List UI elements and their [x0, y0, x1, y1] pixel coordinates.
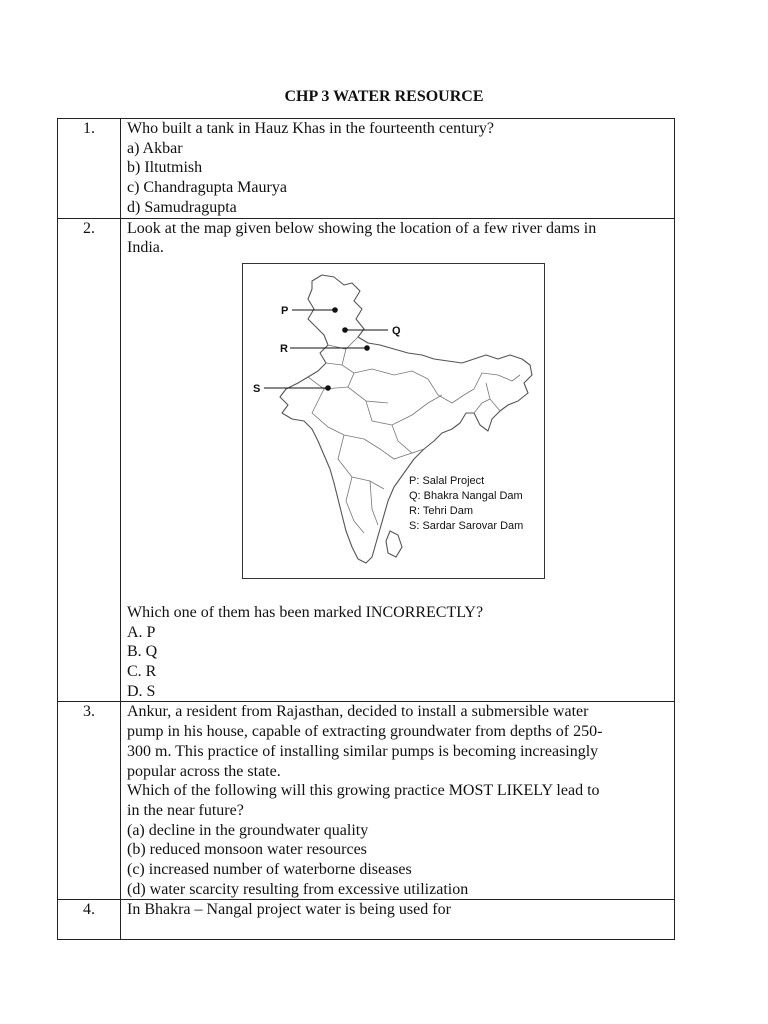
option: (c) increased number of waterborne diseases	[127, 861, 412, 879]
option: b) Iltutmish	[127, 159, 203, 177]
question-content	[121, 900, 675, 940]
question-text: 300 m. This practice of installing similar pumps is becoming increasingly	[127, 742, 599, 760]
question-content	[121, 702, 675, 900]
page-title: CHP 3 WATER RESOURCE	[284, 88, 484, 105]
marker-label-p: P	[281, 304, 289, 317]
legend-item: S: Sardar Sarovar Dam	[409, 519, 524, 532]
marker-label-s: S	[253, 382, 261, 395]
question-number: 2.	[58, 218, 121, 702]
question-number: 3.	[58, 702, 121, 900]
option: (b) reduced monsoon water resources	[127, 841, 367, 859]
marker-label-r: R	[280, 342, 288, 355]
option: D. S	[127, 682, 156, 700]
question-text: Who built a tank in Hauz Khas in the fourteenth century?	[127, 120, 494, 137]
question-number: 1.	[58, 119, 121, 219]
question-row-1	[58, 119, 675, 219]
question-number: 4.	[58, 900, 121, 940]
india-dams-map	[242, 263, 545, 579]
marker-label-q: Q	[392, 324, 401, 337]
question-content	[121, 119, 675, 219]
option: A. P	[127, 623, 156, 641]
option: B. Q	[127, 643, 158, 661]
question-row-4	[58, 900, 675, 940]
question-text: popular across the state.	[127, 762, 281, 780]
option: C. R	[127, 663, 157, 681]
option: d) Samudragupta	[127, 198, 237, 216]
question-text: In Bhakra – Nangal project water is being used for	[127, 901, 451, 919]
legend-item: Q: Bhakra Nangal Dam	[409, 489, 523, 502]
question-row-3	[58, 702, 675, 900]
question-text: Ankur, a resident from Rajasthan, decided to install a submersible water	[127, 703, 589, 721]
question-text: pump in his house, capable of extracting groundwater from depths of 250-	[127, 723, 603, 741]
question-text: Which of the following will this growing practice MOST LIKELY lead to	[127, 782, 600, 800]
legend-item: R: Tehri Dam	[409, 504, 473, 517]
option: a) Akbar	[127, 139, 183, 157]
question-table	[57, 118, 675, 940]
question-prompt: Which one of them has been marked INCORRECTLY?	[127, 603, 484, 621]
question-text: India.	[127, 239, 164, 257]
legend-item: P: Salal Project	[409, 474, 485, 487]
option: c) Chandragupta Maurya	[127, 179, 287, 197]
question-content	[121, 218, 675, 702]
option: (a) decline in the groundwater quality	[127, 821, 369, 839]
question-text: Look at the map given below showing the location of a few river dams in	[127, 219, 597, 237]
question-row-2	[58, 218, 675, 702]
question-text: in the near future?	[127, 801, 244, 819]
option: (d) water scarcity resulting from excessive utilization	[127, 880, 469, 898]
